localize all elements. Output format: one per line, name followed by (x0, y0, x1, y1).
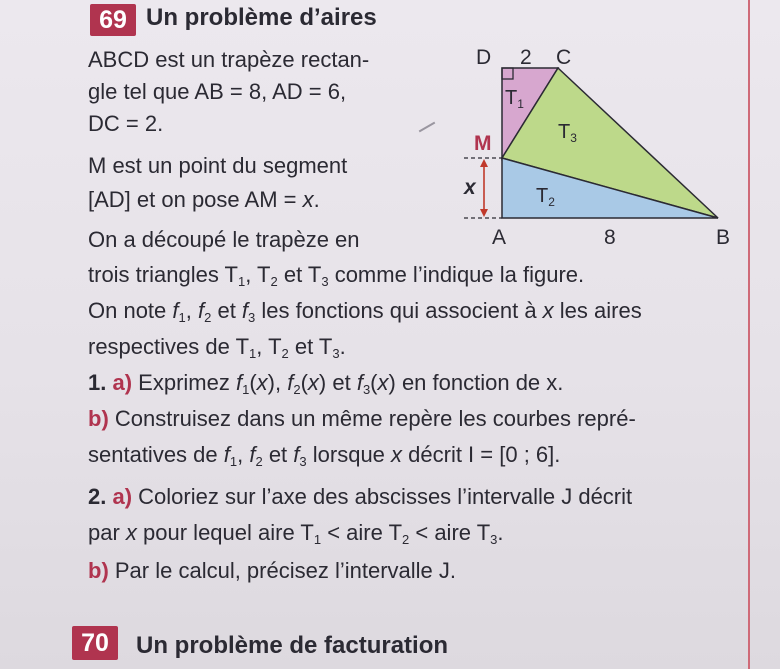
pen-mark (419, 122, 436, 133)
text-line-3: DC = 2. (88, 111, 164, 136)
exercise-number-69: 69 (90, 4, 136, 36)
label-x: x (464, 176, 476, 199)
label-t2: $T_2$ (536, 185, 555, 209)
question-2a: 2. a) Coloriez sur l’axe des abscisses l’intervalle J décrit (88, 484, 633, 509)
text-line-8: On note $f_1$, $f_2$ et $f_3$ les fonctions qui associent à x les aires (88, 298, 642, 325)
text-line-6: On a découpé le trapèze en (88, 227, 360, 252)
exercise-title-69: Un problème d’aires (146, 4, 377, 31)
label-ab-length: 8 (604, 226, 616, 249)
text-line-7: trois triangles $T_1$, $T_2$ et $T_3$ comme l’indique la figure. (88, 262, 585, 289)
x-arrow-head-up (480, 159, 488, 167)
label-t1: $T_1$ (505, 87, 524, 111)
label-m: M (474, 132, 492, 155)
text-line-4: M est un point du segment (88, 153, 348, 178)
margin-rule (748, 0, 750, 669)
label-t3: $T_3$ (558, 121, 577, 145)
exercise-title-70: Un problème de facturation (136, 632, 449, 659)
exercise-number-70: 70 (72, 626, 118, 660)
question-1a: 1. a) Exprimez $f_1(x)$, $f_2(x)$ et $f_3(x)$ en fonction de x. (88, 370, 564, 397)
question-1b-cont: sentatives de $f_1$, $f_2$ et $f_3$ lorsque x décrit I = [0 ; 6]. (88, 442, 561, 469)
question-2b: b) Par le calcul, précisez l’intervalle J. (88, 558, 457, 583)
text-line-2: gle tel que AB = 8, AD = 6, (88, 79, 347, 104)
label-a: A (492, 226, 507, 249)
x-arrow-head-down (480, 209, 488, 217)
text-line-1: ABCD est un trapèze rectan- (88, 47, 370, 72)
label-b: B (716, 226, 731, 249)
label-d: D (476, 46, 492, 69)
text-line-5: [AD] et on pose AM = x. (88, 187, 320, 212)
label-c: C (556, 46, 572, 69)
label-dc-length: 2 (520, 46, 532, 69)
question-1b: b) Construisez dans un même repère les courbes repré- (88, 406, 636, 431)
text-line-9: respectives de $T_1$, $T_2$ et $T_3$. (88, 334, 346, 361)
question-2a-cont: par x pour lequel aire $T_1$ < aire $T_2$ < aire $T_3$. (88, 520, 504, 547)
trapezoid-figure (440, 40, 740, 255)
